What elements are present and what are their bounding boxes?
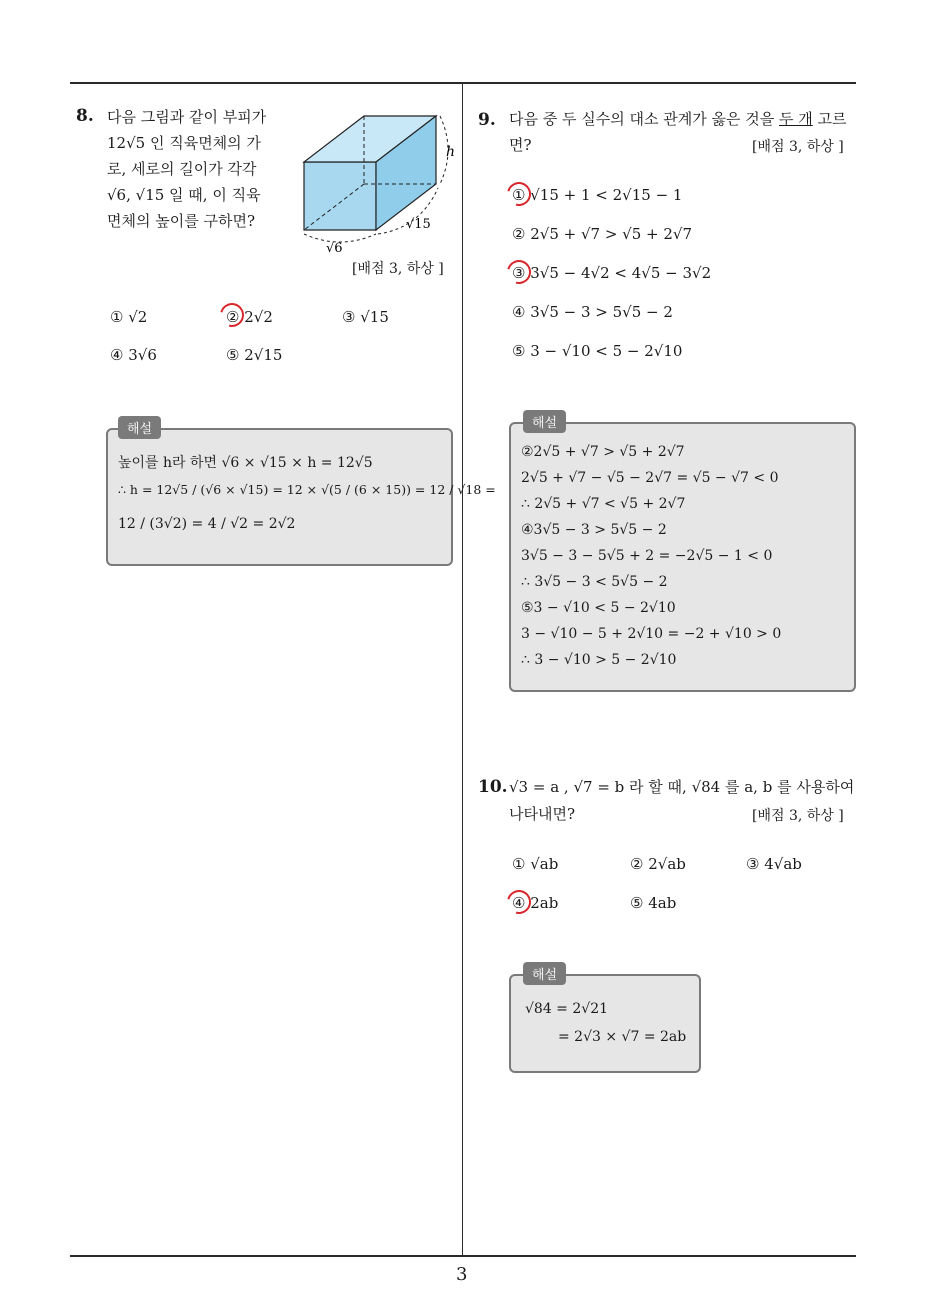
q9-solution-tag: 해설 xyxy=(523,410,566,433)
page-number: 3 xyxy=(456,1264,468,1285)
cuboid-figure xyxy=(290,104,460,254)
q9-underlined-two: 두 개 xyxy=(779,110,813,128)
q9-choice-1[interactable]: ① √15 + 1 < 2√15 − 1 xyxy=(512,186,683,204)
q10-solution-tag: 해설 xyxy=(523,962,566,985)
q9-answer-mark-3 xyxy=(503,256,536,289)
top-rule xyxy=(70,82,856,84)
figure-label-width: √6 xyxy=(326,241,343,254)
q8-choice-5[interactable]: ⑤ 2√15 xyxy=(226,346,283,364)
q10-solution-line-2: = 2√3 × √7 = 2ab xyxy=(558,1029,687,1045)
q10-line-1: √3 = a , √7 = b 라 할 때, √84 를 a, b 를 사용하여 xyxy=(509,778,855,796)
q9-number: 9. xyxy=(478,110,496,130)
q10-number: 10. xyxy=(478,777,508,797)
q9-line-1: 다음 중 두 실수의 대소 관계가 옳은 것을 두 개 고르 xyxy=(509,110,847,128)
q8-solution-line-1: 높이를 h라 하면 √6 × √15 × h = 12√5 xyxy=(118,455,373,471)
q10-solution-box xyxy=(509,974,701,1073)
q8-choice-1[interactable]: ① √2 xyxy=(110,308,148,326)
q10-choice-2[interactable]: ② 2√ab xyxy=(630,855,686,873)
q8-number: 8. xyxy=(76,106,94,126)
q9-points: [배점 3, 하상 ] xyxy=(752,139,844,155)
q8-text: 다음 그림과 같이 부피가 12√5 인 직육면체의 가 로, 세로의 길이가 각각 √6, √15 일 때, 이 직육 면체의 높이를 구하면? xyxy=(107,108,267,230)
q9-line-2: 면? xyxy=(509,136,532,154)
figure-label-depth: √15 xyxy=(406,217,431,232)
q9-solution-line-8: 3 − √10 − 5 + 2√10 = −2 + √10 > 0 xyxy=(521,626,782,642)
q10-choice-4[interactable]: ④ 2ab xyxy=(512,894,559,912)
q9-solution-line-5: 3√5 − 3 − 5√5 + 2 = −2√5 − 1 < 0 xyxy=(521,548,773,564)
q8-solution-line-2: ∴ h = 12√5 / (√6 × √15) = 12 × √(5 / (6 × 15)) = 12 / √18 = xyxy=(118,482,496,497)
bottom-rule xyxy=(70,1255,856,1257)
q9-choice-4[interactable]: ④ 3√5 − 3 > 5√5 − 2 xyxy=(512,303,673,321)
q8-points: [배점 3, 하상 ] xyxy=(352,261,444,277)
q9-solution-line-6: ∴ 3√5 − 3 < 5√5 − 2 xyxy=(521,574,668,590)
q10-line-2: 나타내면? xyxy=(509,805,576,823)
q9-choice-2[interactable]: ② 2√5 + √7 > √5 + 2√7 xyxy=(512,225,693,243)
q9-solution-line-3: ∴ 2√5 + √7 < √5 + 2√7 xyxy=(521,496,686,512)
q9-solution-line-7: ⑤3 − √10 < 5 − 2√10 xyxy=(521,600,676,616)
q8-choice-4[interactable]: ④ 3√6 xyxy=(110,346,157,364)
q9-solution-line-4: ④3√5 − 3 > 5√5 − 2 xyxy=(521,522,667,538)
q8-solution-box xyxy=(106,428,453,566)
q10-choice-3[interactable]: ③ 4√ab xyxy=(746,855,802,873)
q8-choice-2[interactable]: ② 2√2 xyxy=(226,308,273,326)
q8-solution-tag: 해설 xyxy=(118,416,161,439)
q8-choice-3[interactable]: ③ √15 xyxy=(342,308,389,326)
figure-label-h: h xyxy=(446,144,456,160)
column-divider xyxy=(462,84,463,1256)
q8-answer-mark xyxy=(216,299,249,332)
q9-answer-mark-1 xyxy=(503,178,536,211)
q8-solution-line-3: 12 / (3√2) = 4 / √2 = 2√2 xyxy=(118,516,296,532)
q9-choice-3[interactable]: ③ 3√5 − 4√2 < 4√5 − 3√2 xyxy=(512,264,712,282)
q10-solution-line-1: √84 = 2√21 xyxy=(525,1001,609,1017)
q10-points: [배점 3, 하상 ] xyxy=(752,808,844,824)
q9-choice-5[interactable]: ⑤ 3 − √10 < 5 − 2√10 xyxy=(512,342,683,360)
q10-choice-1[interactable]: ① √ab xyxy=(512,855,559,873)
q10-answer-mark xyxy=(503,886,536,919)
q9-solution-line-9: ∴ 3 − √10 > 5 − 2√10 xyxy=(521,652,677,668)
q9-solution-line-1: ②2√5 + √7 > √5 + 2√7 xyxy=(521,444,685,460)
q10-choice-5[interactable]: ⑤ 4ab xyxy=(630,894,677,912)
q9-solution-line-2: 2√5 + √7 − √5 − 2√7 = √5 − √7 < 0 xyxy=(521,470,779,486)
